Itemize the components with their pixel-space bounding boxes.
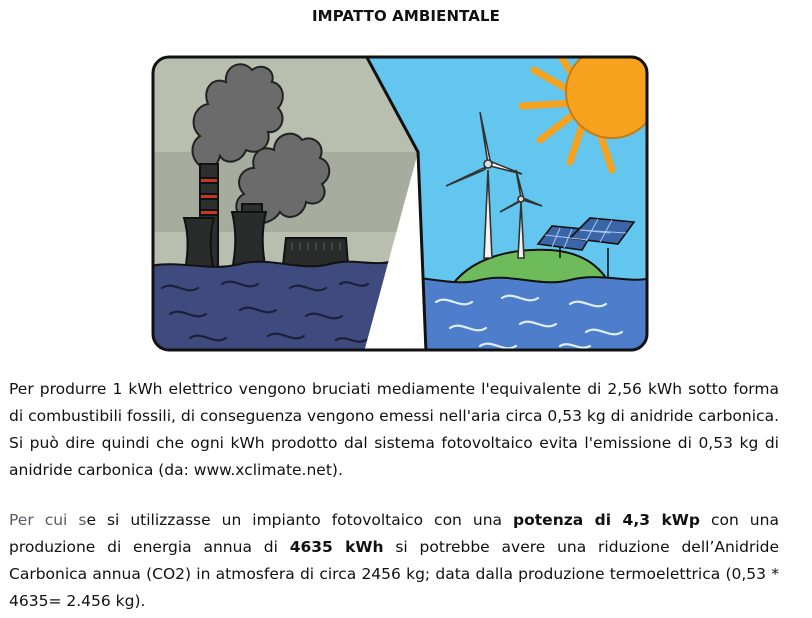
paragraph-start: Per cui s [9,511,87,529]
energy-value: 4635 kWh [289,538,384,556]
paragraph-text-3: si potrebbe avere una riduzione dell’Anidride Carbonica annua (CO2) in atmosfera di circa 2456 kg; data dalla produzione termoelettrica (0,53 * 4635= 2.456 kg). [9,538,780,610]
environmental-impact-illustration [150,52,650,352]
paragraph-reduction [9,507,779,615]
clean-water [390,277,650,352]
power-value: potenza di 4,3 kWp [513,511,700,529]
paragraph-emissions: Per produrre 1 kWh elettrico vengono bruciati mediamente l'equivalente di 2,56 kWh sotto forma di combustibili fossili, di conseguenza vengono emessi nell'aria circa 0,53 kg di anidride carbonica. Si può dire quindi che ogni kWh prodotto dal sistema fotovoltaico evita l'emissione di 0,53 kg di anidride carbonica (da: www.xclimate.net). [9,380,779,479]
paragraph-text-1: e si utilizzasse un impianto fotovoltaico con una [86,511,514,529]
page-title: IMPATTO AMBIENTALE [312,7,500,25]
paragraph-text-2: con una produzione di energia annua di [9,511,779,556]
polluted-water [150,262,390,352]
